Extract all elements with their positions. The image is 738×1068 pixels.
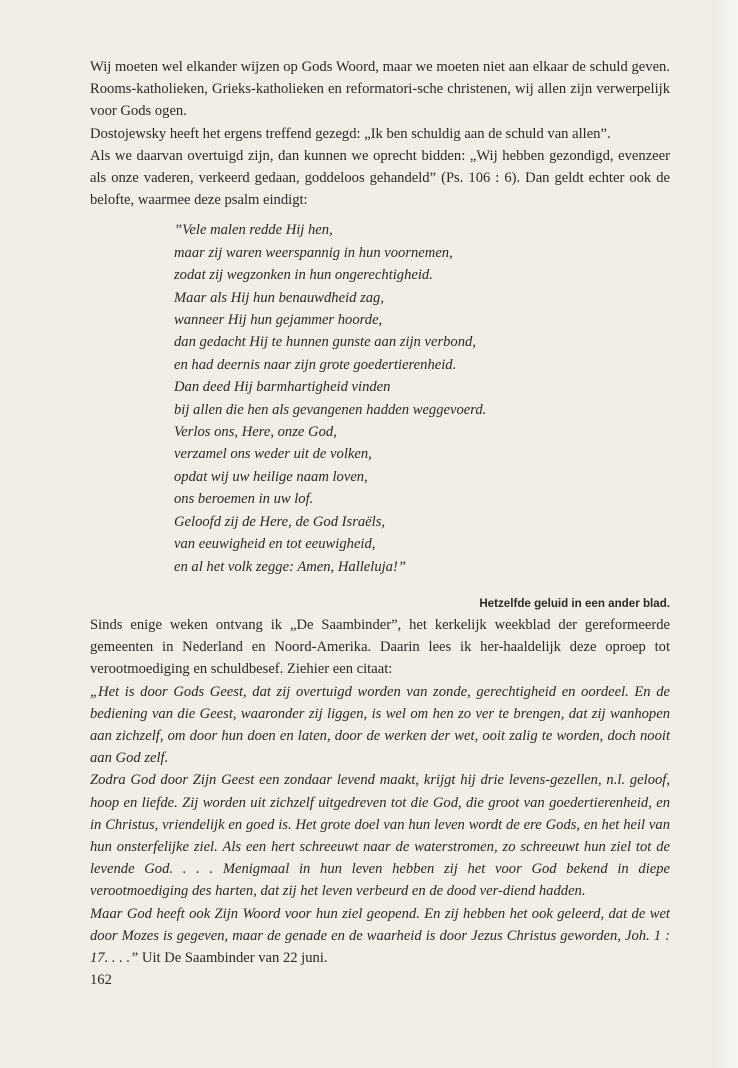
section-heading: Hetzelfde geluid in een ander blad. bbox=[479, 596, 670, 610]
page-number: 162 bbox=[90, 972, 112, 989]
paragraph-3: Als we daarvan overtuigd zijn, dan kunnen we oprecht bidden: „Wij hebben gezondigd, evenzeer als onze vaderen, verkeerd gedaan, goddeloos gehandeld” (Ps. 106 : 6). Dan geldt echter ook de belofte, waarmee deze psalm eindigt: bbox=[90, 147, 670, 209]
page-text bbox=[90, 56, 670, 991]
page-edge bbox=[712, 0, 738, 1068]
quote-paragraph-1: „Het is door Gods Geest, dat zij overtuigd worden van zonde, gerechtigheid en oordeel. En de bediening van die Geest, waaronder zij liggen, is wel om hen zo ver te brengen, dat zij wanhopen aan zichzelf, om door hun doen en laten, door de werken der wet, ooit zalig te worden, doch nooit aan God zelf. bbox=[90, 683, 670, 767]
quote-last: Maar God heeft ook Zijn Woord voor hun ziel geopend. En zij hebben het ook geleerd, dat de wet door Mozes is gegeven, maar de genade en de waarheid is door Jezus Christus geworden, Joh. 1 : 17. . . .” bbox=[90, 905, 670, 966]
poem-line: bij allen die hen als gevangenen hadden weggevoerd. bbox=[174, 401, 487, 418]
poem-line: ons beroemen in uw lof. bbox=[174, 491, 314, 508]
poem-line: van eeuwigheid en tot eeuwigheid, bbox=[174, 536, 376, 553]
poem-line: Geloofd zij de Here, de God Israëls, bbox=[174, 513, 386, 530]
poem-line: Maar als Hij hun benauwdheid zag, bbox=[174, 289, 384, 306]
poem-line: ”Vele malen redde Hij hen, bbox=[174, 222, 333, 239]
poem-line: zodat zij wegzonken in hun ongerechtigheid. bbox=[174, 267, 433, 284]
paragraph-2: Dostojewsky heeft het ergens treffend gezegd: „Ik ben schuldig aan de schuld van allen”. bbox=[90, 125, 611, 142]
poem-line: verzamel ons weder uit de volken, bbox=[174, 446, 372, 463]
poem-line: dan gedacht Hij te hunnen gunste aan zijn verbond, bbox=[174, 334, 476, 351]
poem-line: en al het volk zegge: Amen, Halleluja!” bbox=[174, 558, 406, 575]
quote-paragraph-3 bbox=[90, 903, 670, 970]
poem-line: en had deernis naar zijn grote goedertierenheid. bbox=[174, 356, 457, 373]
poem-line: wanneer Hij hun gejammer hoorde, bbox=[174, 312, 383, 329]
poem-line: maar zij waren weerspannig in hun voornemen, bbox=[174, 244, 453, 261]
poem-line: opdat wij uw heilige naam loven, bbox=[174, 468, 368, 485]
poem-line: Dan deed Hij barmhartigheid vinden bbox=[174, 379, 391, 396]
quote-paragraph-2: Zodra God door Zijn Geest een zondaar levend maakt, krijgt hij drie levens-gezellen, n.l. geloof, hoop en liefde. Zij worden uit zichzelf uitgedreven tot die God, die groot van goedertierenheid, en in Christus, vriendelijk en goed is. Het grote doel van hun leven wordt de ere Gods, en het heil van hun onsterfelijke ziel. Als een hert schreeuwt naar de waterstromen, zo schreeuwt hun ziel tot de levende God. . . . Menigmaal in hun leven hebben zij het voor God bekend in diepe verootmoediging des harten, dat zij het leven verbeurd en de dood ver-diend hadden. bbox=[90, 772, 670, 900]
psalm-quote bbox=[174, 219, 670, 578]
section-intro: Sinds enige weken ontvang ik „De Saambinder”, het kerkelijk weekblad der gereformeerde gemeenten in Nederland en Noord-Amerika. Daarin lees ik her-haaldelijk deze oproep tot verootmoediging en schuldbesef. Ziehier een citaat: bbox=[90, 616, 670, 678]
source-note: Uit De Saambinder van 22 juni. bbox=[141, 949, 328, 966]
poem-line: Verlos ons, Here, onze God, bbox=[174, 424, 337, 441]
paragraph-1: Wij moeten wel elkander wijzen op Gods Woord, maar we moeten niet aan elkaar de schuld geven. Rooms-katholieken, Grieks-katholieken en reformatori-sche christenen, wij allen zijn verwerpelijk voor Gods ogen. bbox=[90, 59, 670, 120]
